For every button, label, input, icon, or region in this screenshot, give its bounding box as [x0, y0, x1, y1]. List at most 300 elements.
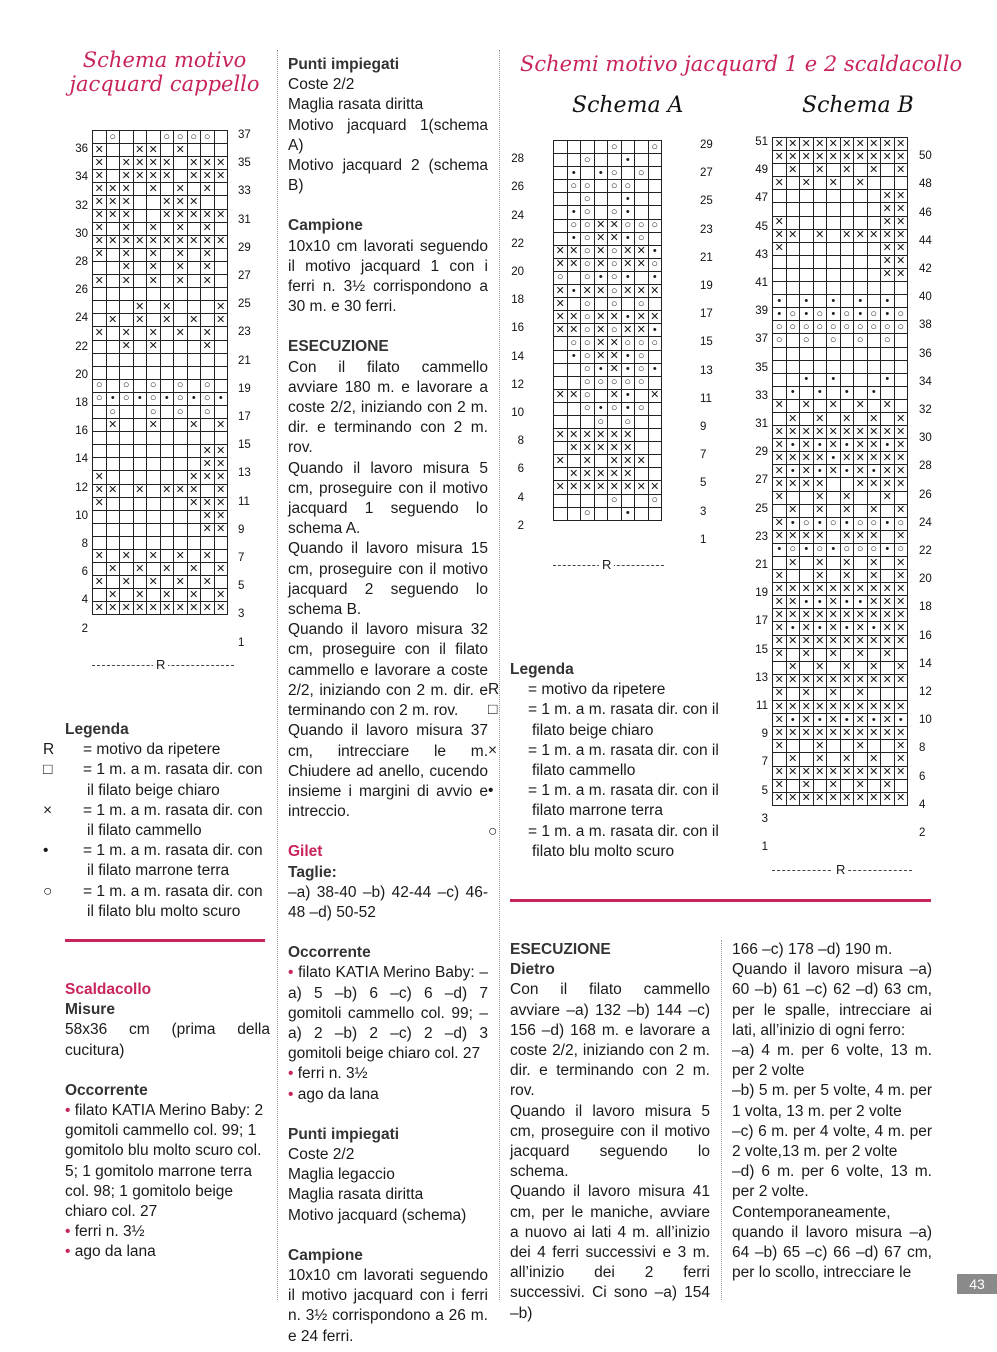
chart-cell: ✕ — [201, 275, 215, 288]
chart-cell — [147, 589, 161, 602]
chart-cell — [827, 164, 841, 177]
legend-symbol: ○ — [488, 822, 498, 840]
chart-cell — [187, 288, 201, 301]
chart-cell — [147, 131, 161, 144]
chart-cell — [867, 740, 881, 753]
chart-cell: ✕ — [786, 727, 800, 740]
chart-cell: ✕ — [854, 530, 868, 543]
chart-cell: ✕ — [214, 563, 228, 576]
chart-cell: ✕ — [147, 248, 161, 261]
chart-cell: ○ — [854, 321, 868, 334]
chart-cell: • — [854, 295, 868, 308]
chart-cell — [174, 340, 188, 353]
chart-cell — [867, 177, 881, 190]
chart-cell: ✕ — [786, 596, 800, 609]
chart-cell: ✕ — [894, 268, 908, 281]
chart-cell — [567, 363, 581, 376]
row-number: 22 — [75, 340, 88, 353]
chart-cell — [648, 507, 662, 520]
legend-item — [488, 700, 720, 740]
chart-cell: ○ — [608, 376, 622, 389]
chart-cell: ✕ — [773, 714, 787, 727]
chart-cell: • — [894, 714, 908, 727]
chart-cell: ✕ — [214, 235, 228, 248]
esecuzione-heading: ESECUZIONE — [288, 338, 389, 356]
chart-cell: ✕ — [881, 190, 895, 203]
chart-cell: ✕ — [840, 530, 854, 543]
chart-cell: ✕ — [773, 596, 787, 609]
chart-cell — [174, 432, 188, 445]
chart-cell: ✕ — [827, 648, 841, 661]
chart-cell: ✕ — [840, 164, 854, 177]
chart-cell: ○ — [581, 324, 595, 337]
occorrente-item: • ago da lana — [65, 1242, 270, 1262]
chart-cell — [106, 157, 120, 170]
row-number: 8 — [517, 435, 524, 448]
chart-cell — [554, 154, 568, 167]
chart-cell: ✕ — [854, 779, 868, 792]
chart-cell — [827, 360, 841, 373]
chart-row — [773, 321, 908, 334]
chart-cell: ✕ — [827, 779, 841, 792]
chart-cell: ○ — [800, 517, 814, 530]
chart-cell: ○ — [174, 131, 188, 144]
chart-cell — [827, 203, 841, 216]
chart-cell: • — [800, 295, 814, 308]
chart-cell: ○ — [608, 180, 622, 193]
legend-text: = 1 m. a m. rasata dir. con il filato cammello — [83, 801, 263, 840]
chart-row — [93, 170, 228, 183]
chart-cell: ✕ — [93, 144, 107, 157]
chart-cell: ✕ — [840, 570, 854, 583]
chart-cell: ✕ — [201, 235, 215, 248]
row-number: 1 — [700, 533, 707, 546]
chart-cell: ✕ — [827, 596, 841, 609]
chart-cell: ○ — [93, 379, 107, 392]
legend-text: = 1 m. a m. rasata dir. con il filato cammello — [528, 741, 719, 780]
chart-cell: ✕ — [608, 442, 622, 455]
chart-cell: ✕ — [867, 557, 881, 570]
row-number: 16 — [511, 322, 524, 335]
chart-cell — [786, 268, 800, 281]
chart-cell — [840, 478, 854, 491]
chart-cell: ✕ — [187, 314, 201, 327]
chart-cell — [554, 350, 568, 363]
chart-row — [773, 255, 908, 268]
chart-cell: ✕ — [214, 510, 228, 523]
chart-cell — [160, 379, 174, 392]
chart-cell — [160, 550, 174, 563]
chart-row — [554, 271, 662, 284]
chart-cell — [214, 144, 228, 157]
chart-cell: ✕ — [840, 753, 854, 766]
chart-cell: • — [594, 402, 608, 415]
scaldacollo-title: Scaldacollo — [65, 981, 152, 998]
chart-cell — [635, 141, 649, 154]
row-number: 37 — [238, 129, 251, 141]
chart-cell: ○ — [854, 334, 868, 347]
chart-cell — [214, 432, 228, 445]
row-number: 40 — [919, 291, 932, 304]
chart-cell: • — [813, 714, 827, 727]
chart-cell: ✕ — [854, 740, 868, 753]
row-number: 27 — [700, 167, 713, 180]
chart-cell: ✕ — [827, 138, 841, 151]
chart-cell — [120, 405, 134, 418]
chart-row — [93, 301, 228, 314]
chart-cell: ✕ — [800, 478, 814, 491]
chart-cell — [827, 282, 841, 295]
chart-row — [554, 494, 662, 507]
chart-cell — [160, 497, 174, 510]
chart-cell: ✕ — [93, 497, 107, 510]
chart-cell: ✕ — [786, 557, 800, 570]
chart-cell — [106, 550, 120, 563]
chart-cell — [567, 494, 581, 507]
misure-heading: Misure — [65, 1001, 115, 1019]
chart-cell: ✕ — [813, 138, 827, 151]
chart-cell: • — [827, 308, 841, 321]
chart-row — [93, 602, 228, 615]
chart-cell: ✕ — [608, 232, 622, 245]
row-number: 8 — [919, 742, 926, 755]
chart-cell — [786, 216, 800, 229]
instructions-column-2 — [288, 55, 488, 1347]
chart-cell: ✕ — [160, 314, 174, 327]
chart-cell: • — [594, 271, 608, 284]
chart-cell: ✕ — [894, 701, 908, 714]
chart-cell: ✕ — [106, 196, 120, 209]
chart-cell — [827, 570, 841, 583]
chart-cell — [147, 432, 161, 445]
chart-cell — [840, 360, 854, 373]
chart-cell: ✕ — [773, 478, 787, 491]
row-number: 13 — [238, 467, 251, 480]
chart-cell: ○ — [621, 337, 635, 350]
chart-cell — [813, 177, 827, 190]
chart-cell: ✕ — [840, 504, 854, 517]
chart-cell — [214, 183, 228, 196]
chart-cell: • — [621, 507, 635, 520]
chart-cell: ✕ — [840, 766, 854, 779]
chart-cell: ✕ — [800, 151, 814, 164]
chart-cell: ✕ — [827, 635, 841, 648]
chart-cell: ○ — [608, 285, 622, 298]
chart-cell — [214, 366, 228, 379]
chart-cell: ✕ — [827, 687, 841, 700]
chart-cell — [800, 190, 814, 203]
chart-cell — [201, 144, 215, 157]
chart-cell — [133, 510, 147, 523]
chart-cell — [894, 360, 908, 373]
chart-cell — [648, 298, 662, 311]
chart-cell — [840, 177, 854, 190]
chart-cell: ✕ — [881, 229, 895, 242]
chart-cell — [93, 405, 107, 418]
chart-cell: ✕ — [120, 550, 134, 563]
punti-item: Motivo jacquard 2 (schema B) — [288, 157, 488, 195]
chart-cell — [147, 497, 161, 510]
chart-cell: ○ — [581, 350, 595, 363]
chart-cell — [800, 282, 814, 295]
chart-cell: ✕ — [827, 177, 841, 190]
chart-cell: ✕ — [894, 412, 908, 425]
row-number: 22 — [919, 544, 932, 557]
chart-cell — [867, 334, 881, 347]
chart-cell: ✕ — [840, 635, 854, 648]
row-number: 11 — [700, 392, 712, 405]
chart-row — [773, 190, 908, 203]
chart-cell: ✕ — [187, 157, 201, 170]
chart-cell: ✕ — [894, 242, 908, 255]
chart-cell — [160, 366, 174, 379]
row-number: 19 — [755, 587, 768, 600]
chart-cell: ✕ — [635, 455, 649, 468]
chart-row — [554, 206, 662, 219]
chart-cell — [133, 196, 147, 209]
chart-cell — [813, 295, 827, 308]
chart-row — [93, 523, 228, 536]
chart-cell: ✕ — [773, 229, 787, 242]
chart-cell: • — [773, 308, 787, 321]
chart-cell: • — [840, 714, 854, 727]
occorrente-item: • filato KATIA Merino Baby: 2 gomitoli cammello col. 99; 1 gomitolo blu molto scuro col. 5; 1 gomitolo marrone terra col. 98; 1 gomitolo beige chiaro col. 27 — [65, 1101, 270, 1222]
chart-cell: • — [881, 308, 895, 321]
chart-cell — [93, 536, 107, 549]
chart-cell: ✕ — [800, 426, 814, 439]
chart-cell: ✕ — [93, 275, 107, 288]
chart-cell: ○ — [635, 219, 649, 232]
chart-row — [93, 222, 228, 235]
chart-cell: • — [786, 714, 800, 727]
chart-row — [773, 203, 908, 216]
chart-cell — [93, 445, 107, 458]
row-number: 20 — [75, 368, 88, 381]
chart-cell: ✕ — [773, 242, 787, 255]
chart-cell: ✕ — [147, 602, 161, 615]
chart-row — [554, 167, 662, 180]
chart-cell: ✕ — [800, 439, 814, 452]
chart-cell: ✕ — [827, 727, 841, 740]
chart-cell: ✕ — [187, 497, 201, 510]
chart-cell: ✕ — [174, 248, 188, 261]
chart-cell: ✕ — [174, 144, 188, 157]
chart-cell — [840, 779, 854, 792]
chart-cell: ✕ — [174, 484, 188, 497]
chart-cell: ✕ — [581, 455, 595, 468]
chart-cell: ✕ — [201, 458, 215, 471]
chart-cell — [93, 261, 107, 274]
column-rule-2 — [499, 50, 500, 1300]
chart-cell — [813, 360, 827, 373]
chart-cell: ✕ — [147, 235, 161, 248]
chart-cell: ✕ — [648, 311, 662, 324]
chart-cell: ✕ — [120, 602, 134, 615]
chart-cell — [813, 687, 827, 700]
row-number: 10 — [511, 406, 524, 419]
chart-row — [93, 366, 228, 379]
chart-cell — [867, 268, 881, 281]
schema-a-repeat-label: R — [599, 557, 614, 572]
chart-cell: ○ — [894, 321, 908, 334]
chart-cell — [594, 180, 608, 193]
chart-cell: ○ — [608, 206, 622, 219]
chart-row — [93, 248, 228, 261]
chart-cell: ✕ — [786, 766, 800, 779]
chart-cell — [894, 295, 908, 308]
chart-cell: ✕ — [621, 324, 635, 337]
chart-cell — [786, 399, 800, 412]
row-number: 46 — [919, 206, 932, 219]
chart-cell: ✕ — [867, 661, 881, 674]
chart-cell: ✕ — [554, 258, 568, 271]
chart-row — [773, 268, 908, 281]
chart-cell: • — [813, 465, 827, 478]
chart-cell: ✕ — [554, 245, 568, 258]
row-number: 18 — [919, 601, 932, 614]
chart-cell — [635, 507, 649, 520]
chart-cell: ✕ — [827, 674, 841, 687]
chart-cell — [800, 491, 814, 504]
chart-cell: ✕ — [201, 602, 215, 615]
chart-cell: ○ — [581, 389, 595, 402]
gilet-title: Gilet — [288, 843, 323, 861]
row-number: 44 — [919, 234, 932, 247]
chart-cell: ✕ — [800, 779, 814, 792]
chart-cell: ✕ — [800, 701, 814, 714]
chart-cell: ✕ — [93, 550, 107, 563]
cappello-repeat-label: R — [153, 657, 168, 672]
chart-cell — [201, 301, 215, 314]
chart-cell: ✕ — [786, 674, 800, 687]
row-number: 16 — [75, 425, 88, 438]
dietro-cont-para: Contemporaneamente, quando il lavoro misura –a) 64 –b) 65 –c) 66 –d) 67 cm, per lo scollo, intrecciare le — [732, 1203, 932, 1282]
chart-cell: ✕ — [187, 235, 201, 248]
row-number: 26 — [919, 488, 932, 501]
chart-cell — [174, 445, 188, 458]
chart-cell: ✕ — [773, 530, 787, 543]
chart-cell: ✕ — [214, 458, 228, 471]
chart-cell: ○ — [635, 363, 649, 376]
chart-cell: ✕ — [800, 674, 814, 687]
legend-item — [43, 740, 270, 760]
chart-cell — [813, 216, 827, 229]
chart-cell — [214, 275, 228, 288]
chart-cell — [786, 295, 800, 308]
chart-cell — [187, 248, 201, 261]
chart-cell — [133, 183, 147, 196]
chart-cell: ✕ — [621, 258, 635, 271]
row-number: 34 — [919, 375, 932, 388]
chart-cell — [648, 180, 662, 193]
chart-cell: ○ — [854, 543, 868, 556]
chart-cell: ✕ — [594, 245, 608, 258]
row-number: 15 — [755, 643, 768, 656]
chart-cell: ✕ — [894, 530, 908, 543]
chart-cell: ✕ — [594, 232, 608, 245]
chart-row — [93, 261, 228, 274]
chart-cell: ✕ — [773, 687, 787, 700]
chart-cell: ✕ — [608, 363, 622, 376]
chart-cell — [133, 379, 147, 392]
chart-cell: • — [648, 363, 662, 376]
dietro-para: Con il filato cammello avviare –a) 132 –b) 144 –c) 156 –d) 168 m. e lavorare a coste 2/2, iniziando con 2 m. dir. e terminando con 2 m. rov. — [510, 981, 710, 1100]
chart-cell: ✕ — [840, 426, 854, 439]
chart-cell: ✕ — [594, 468, 608, 481]
chart-cell — [133, 432, 147, 445]
chart-cell — [106, 170, 120, 183]
chart-cell: ✕ — [800, 399, 814, 412]
chart-cell — [187, 222, 201, 235]
chart-cell: ✕ — [854, 177, 868, 190]
chart-cell: ✕ — [187, 471, 201, 484]
chart-row — [554, 285, 662, 298]
chart-cell — [120, 288, 134, 301]
legend-text: = motivo da ripetere — [528, 681, 666, 699]
chart-cell — [93, 458, 107, 471]
chart-cell — [106, 261, 120, 274]
chart-cell — [187, 445, 201, 458]
chart-cell — [93, 340, 107, 353]
chart-row — [773, 583, 908, 596]
chart-cell: ✕ — [594, 337, 608, 350]
chart-cell: ✕ — [608, 389, 622, 402]
chart-cell: ✕ — [827, 701, 841, 714]
chart-row — [773, 557, 908, 570]
chart-row — [554, 193, 662, 206]
chart-cell: • — [786, 517, 800, 530]
chart-cell: ✕ — [160, 301, 174, 314]
chart-cell: ✕ — [567, 311, 581, 324]
chart-cell — [854, 216, 868, 229]
chart-cell — [840, 399, 854, 412]
chart-cell — [648, 350, 662, 363]
chart-cell — [120, 536, 134, 549]
chart-cell: ✕ — [773, 452, 787, 465]
chart-cell: ✕ — [214, 497, 228, 510]
chart-cell — [93, 510, 107, 523]
chart-cell: ✕ — [214, 157, 228, 170]
chart-cell — [867, 216, 881, 229]
row-number: 2 — [81, 622, 88, 635]
chart-cell — [800, 268, 814, 281]
chart-cell — [648, 415, 662, 428]
chart-cell: • — [813, 596, 827, 609]
chart-cell: ✕ — [93, 602, 107, 615]
chart-cell: ✕ — [648, 285, 662, 298]
schema-a-chart — [553, 140, 662, 521]
chart-cell: • — [800, 596, 814, 609]
chart-cell: ✕ — [813, 151, 827, 164]
chart-cell: ✕ — [214, 301, 228, 314]
chart-cell — [608, 507, 622, 520]
chart-row — [773, 360, 908, 373]
chart-cell: ✕ — [800, 622, 814, 635]
chart-cell — [133, 340, 147, 353]
chart-cell: ✕ — [813, 753, 827, 766]
chart-cell: ✕ — [594, 324, 608, 337]
chart-row — [773, 570, 908, 583]
chart-cell: ✕ — [881, 399, 895, 412]
chart-cell: ✕ — [133, 157, 147, 170]
chart-cell — [827, 386, 841, 399]
chart-cell — [554, 376, 568, 389]
chart-cell: ○ — [147, 405, 161, 418]
chart-cell: ✕ — [894, 792, 908, 805]
chart-cell: ✕ — [201, 550, 215, 563]
chart-cell — [554, 363, 568, 376]
chart-cell: ✕ — [120, 209, 134, 222]
